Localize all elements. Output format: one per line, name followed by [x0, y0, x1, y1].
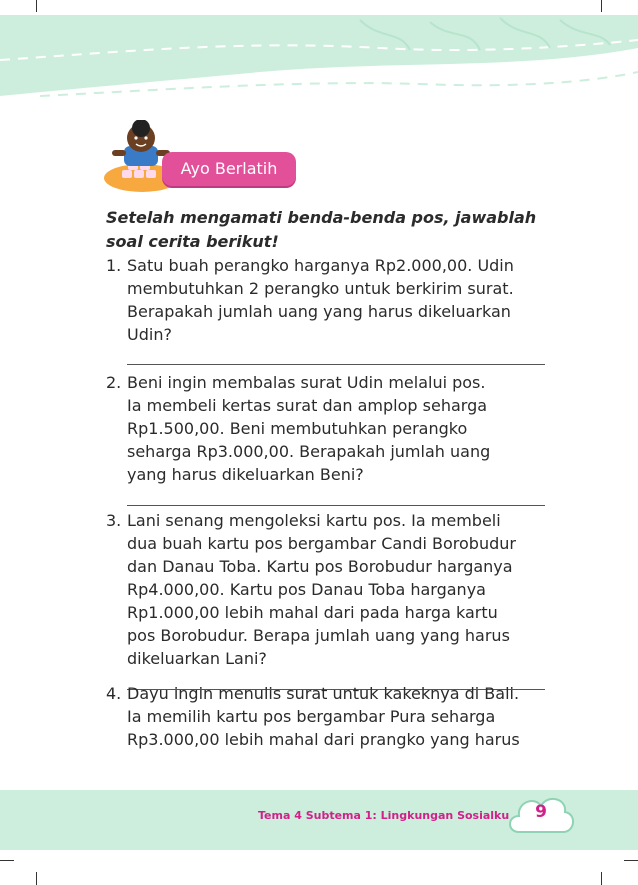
question-line: Rp1.000,00 lebih mahal dari pada harga kartu	[127, 603, 498, 622]
question-line: Udin?	[127, 325, 172, 344]
question-line: Satu buah perangko harganya Rp2.000,00. Udin	[127, 256, 514, 275]
instruction-text: Setelah mengamati benda-benda pos, jawablah soal cerita berikut!	[106, 208, 537, 251]
section-badge: Ayo Berlatih	[162, 152, 296, 186]
page-number: 9	[535, 802, 547, 822]
question-1	[106, 254, 556, 365]
question-line: Ia membeli kertas surat dan amplop seharga	[127, 396, 488, 415]
header-wave-band	[0, 0, 638, 130]
question-line: Lani senang mengoleksi kartu pos. Ia membeli	[127, 511, 501, 530]
question-line: pos Borobudur. Berapa jumlah uang yang harus	[127, 626, 510, 645]
answer-line[interactable]	[127, 505, 545, 506]
question-line: dua buah kartu pos bergambar Candi Borobudur	[127, 534, 516, 553]
question-line: yang harus dikeluarkan Beni?	[127, 465, 364, 484]
crop-mark	[36, 872, 37, 885]
question-line: dan Danau Toba. Kartu pos Borobudur harganya	[127, 557, 513, 576]
question-line: Ia memilih kartu pos bergambar Pura seharga	[127, 707, 496, 726]
question-line: seharga Rp3.000,00. Berapakah jumlah uang	[127, 442, 491, 461]
question-line: Rp1.500,00. Beni membutuhkan perangko	[127, 419, 468, 438]
answer-line[interactable]	[127, 364, 545, 365]
question-line: Rp3.000,00 lebih mahal dari prangko yang harus	[127, 730, 520, 749]
question-line: dikeluarkan Lani?	[127, 649, 267, 668]
crop-mark	[601, 872, 602, 885]
question-line: Dayu ingin menulis surat untuk kakeknya di Bali.	[127, 684, 520, 703]
question-2	[106, 371, 556, 506]
question-line: membutuhkan 2 perangko untuk berkirim surat.	[127, 279, 514, 298]
question-line: Berapakah jumlah uang yang harus dikeluarkan	[127, 302, 511, 321]
crop-mark	[624, 860, 638, 861]
crop-mark	[0, 860, 14, 861]
question-line: Rp4.000,00. Kartu pos Danau Toba harganya	[127, 580, 486, 599]
question-number: 4.	[106, 684, 122, 703]
question-number: 2.	[106, 373, 122, 392]
footer-chapter-label: Tema 4 Subtema 1: Lingkungan Sosialku	[258, 809, 510, 822]
question-line: Beni ingin membalas surat Udin melalui pos.	[127, 373, 486, 392]
question-number: 3.	[106, 511, 122, 530]
question-4	[106, 682, 556, 751]
question-number: 1.	[106, 256, 122, 275]
question-3	[106, 509, 556, 690]
